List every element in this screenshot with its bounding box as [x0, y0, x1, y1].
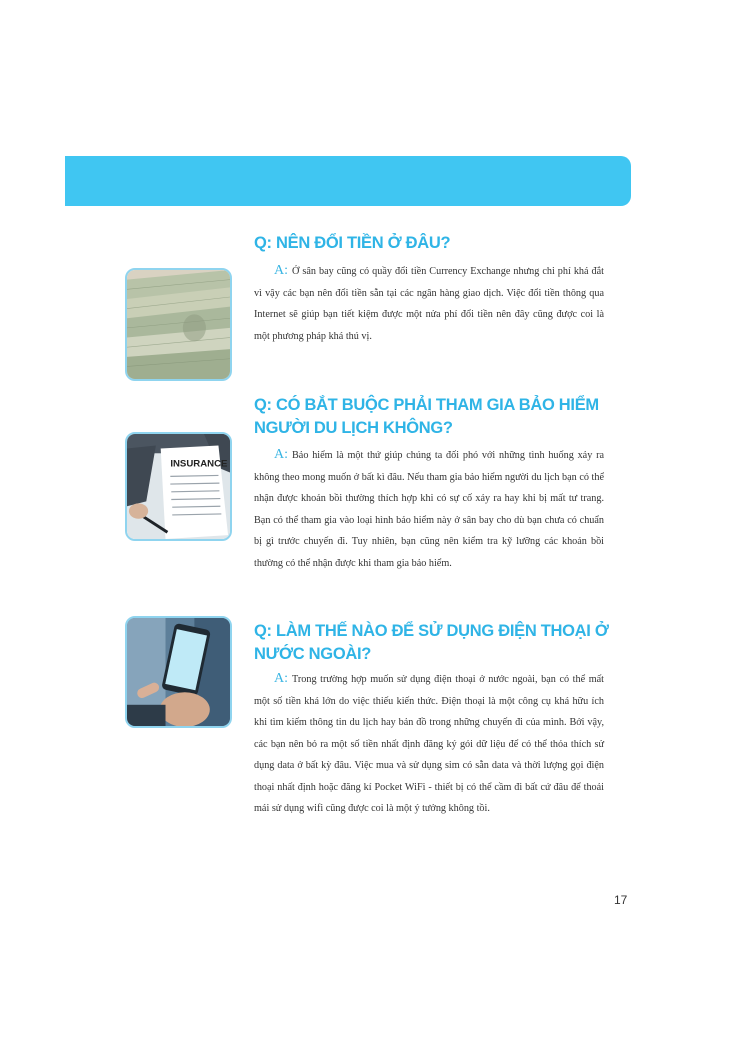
- money-illustration: [127, 270, 230, 379]
- insurance-illustration: [127, 434, 230, 539]
- insurance-photo: [125, 432, 232, 541]
- question-heading-insurance: Q: CÓ BẮT BUỘC PHẢI THAM GIA BẢO HIỂM NGƯỜI DU LỊCH KHÔNG?: [254, 396, 599, 437]
- insurance-doc-label: INSURANCE: [170, 458, 228, 470]
- answer-insurance: [254, 444, 604, 574]
- phone-photo: [125, 616, 232, 728]
- answer-prefix: A:: [274, 263, 288, 278]
- phone-illustration: [127, 618, 230, 726]
- question-heading-exchange: Q: NÊN ĐỔI TIỀN Ở ĐÂU?: [254, 234, 451, 252]
- money-photo: [125, 268, 232, 381]
- header-banner: [65, 156, 631, 206]
- page-number: 17: [614, 893, 628, 907]
- answer-exchange: [254, 260, 604, 347]
- answer-prefix: A:: [274, 671, 288, 686]
- question-heading-phone: Q: LÀM THẾ NÀO ĐỂ SỬ DỤNG ĐIỆN THOẠI Ở NƯỚC NGOÀI?: [254, 622, 609, 663]
- answer-text: Ở sân bay cũng có quầy đổi tiền Currency Exchange nhưng chi phí khá đắt vì vậy các bạn nên đổi tiền sẵn tại các ngân hàng giao dịch. Việc đổi tiền thông qua Internet sẽ giúp bạn tiết kiệm được một nửa phí đổi tiền nên đây cũng được coi là một phương pháp khá thú vị.: [254, 266, 604, 342]
- answer-text: Bảo hiểm là một thứ giúp chúng ta đối phó với những tình huống xảy ra không theo mong muốn ở bất kì đâu. Nếu tham gia bảo hiểm người du lịch bạn có thể nhận được khoản bồi thường thích hợp khi có sự cố xảy ra hay khi bị mất tư trang. Bạn có thể tham gia vào loại hình bảo hiểm này ở sân bay cho dù bạn chưa có chuẩn bị gì trước chuyến đi. Tuy nhiên, bạn cũng nên kiểm tra kỹ lưỡng các khoản bồi thường có thể nhận được khi tham gia bảo hiểm.: [254, 450, 604, 569]
- answer-phone: [254, 668, 604, 820]
- answer-text: Trong trường hợp muốn sử dụng điện thoại ở nước ngoài, bạn có thể mất một số tiền khá lớn do việc thiếu kiến thức. Điện thoại là một công cụ khá hữu ích khi tìm kiếm thông tin du lịch hay bản đồ trong những chuyến đi của mình. Bởi vậy, các bạn nên bỏ ra một số tiền nhất định đăng ký gói dữ liệu để có thể thỏa thích sử dụng data ở bất kỳ đâu. Việc mua và sử dụng sim có sẵn data và thời lượng gọi điện thoại nhất định hoặc đăng kí Pocket WiFi - thiết bị có thể cầm đi bất cứ đâu để thoải mái sử dụng wifi cũng được coi là một ý tưởng không tồi.: [254, 674, 604, 814]
- answer-prefix: A:: [274, 447, 288, 462]
